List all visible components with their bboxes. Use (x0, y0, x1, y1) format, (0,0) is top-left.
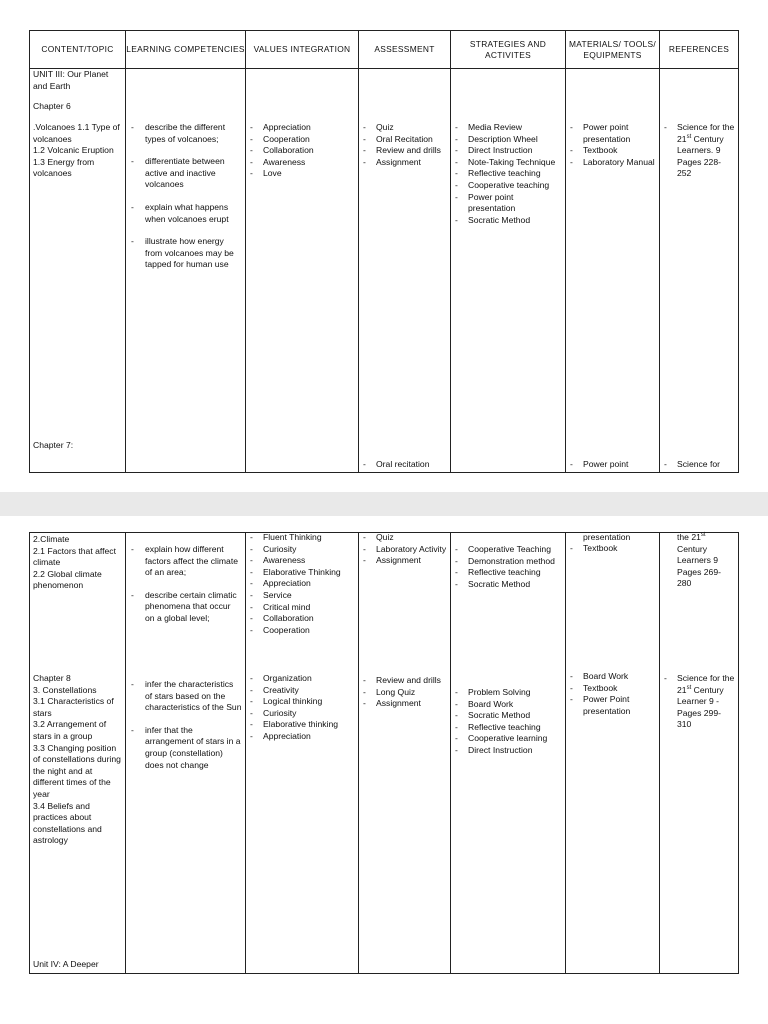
list-item: - Assignment (359, 555, 450, 567)
values-list (246, 532, 358, 636)
list-item: - Power point (566, 459, 659, 471)
competencies-list (126, 122, 245, 282)
list-item: - Logical thinking (246, 696, 358, 708)
values-list (246, 673, 358, 743)
list-item: - Awareness (246, 157, 358, 169)
list-item: - Socratic Method (451, 215, 565, 227)
header-content-topic: CONTENT/TOPIC (30, 31, 126, 69)
content-topic-cell (30, 69, 126, 473)
materials-cell (566, 533, 660, 974)
list-item: - Fluent Thinking (246, 532, 358, 544)
list-item: - Reflective teaching (451, 567, 565, 579)
list-item: - Socratic Method (451, 710, 565, 722)
list-item: - Board Work (451, 699, 565, 711)
competencies-cell (126, 533, 246, 974)
list-item: - Long Quiz (359, 687, 450, 699)
list-item: - Appreciation (246, 731, 358, 743)
list-item: - Collaboration (246, 145, 358, 157)
header-strategies: STRATEGIES AND ACTIVITES (451, 31, 566, 69)
assessment-cell (359, 533, 451, 974)
list-item: - Oral recitation (359, 459, 450, 471)
header-assessment: ASSESSMENT (359, 31, 451, 69)
materials-list (566, 671, 659, 717)
list-item (660, 673, 738, 731)
list-item: - Review and drills (359, 675, 450, 687)
list-item: - Problem Solving (451, 687, 565, 699)
assessment-list (359, 459, 450, 471)
list-item: - Cooperation (246, 134, 358, 146)
list-item: - Curiosity (246, 544, 358, 556)
table-row (30, 533, 739, 974)
reference-text: the 21 (677, 532, 701, 542)
references-cell (660, 69, 739, 473)
list-item: - Science for (660, 459, 738, 471)
materials-list (566, 543, 659, 555)
list-item: - Board Work (566, 671, 659, 683)
list-item: - Reflective teaching (451, 168, 565, 180)
topic-text (30, 122, 125, 180)
list-item: - Creativity (246, 685, 358, 697)
strategies-cell (451, 533, 566, 974)
materials-continued: presentation (583, 532, 631, 542)
list-item: - Demonstration method (451, 556, 565, 568)
list-item: - Textbook (566, 145, 659, 157)
list-item: - Textbook (566, 683, 659, 695)
list-item: - Elaborative thinking (246, 719, 358, 731)
reference-superscript: st (686, 684, 692, 691)
values-list (246, 122, 358, 180)
assessment-list (359, 122, 450, 168)
list-item: - Assignment (359, 157, 450, 169)
list-item: - Collaboration (246, 613, 358, 625)
materials-list (566, 122, 659, 168)
list-item: - Cooperative Teaching (451, 544, 565, 556)
reference-text: Century Learners 9 Pages 269-280 (677, 543, 721, 589)
reference-text: Century Learners. 9 Pages 228-252 (677, 133, 724, 179)
reference-text: Century Learner 9 -Pages 299-310 (677, 684, 724, 730)
content-topic-cell (30, 533, 126, 974)
header-learning-competencies: LEARNING COMPETENCIES (126, 31, 246, 69)
list-item: - describe certain climatic phenomena that occur on a global level; (126, 590, 245, 625)
list-item: - Power point presentation (566, 122, 659, 145)
list-item: - Critical mind (246, 602, 358, 614)
competencies-cell (126, 69, 246, 473)
list-item: - Description Wheel (451, 134, 565, 146)
curriculum-table-page-1 (29, 30, 739, 473)
header-references: REFERENCES (660, 31, 739, 69)
competencies-list (126, 544, 245, 636)
list-item: - describe the different types of volcanoes; (126, 122, 245, 145)
references-continued (660, 532, 738, 590)
reference-text: Science for the 21 (677, 122, 735, 144)
list-item: - Socratic Method (451, 579, 565, 591)
strategies-list (451, 687, 565, 757)
list-item: - Appreciation (246, 578, 358, 590)
list-item: - explain how different factors affect the climate of an area; (126, 544, 245, 579)
materials-cell (566, 69, 660, 473)
strategies-list (451, 544, 565, 590)
header-values-integration: VALUES INTEGRATION (246, 31, 359, 69)
values-cell (246, 533, 359, 974)
strategies-list (451, 122, 565, 226)
document-page-1 (0, 0, 768, 492)
assessment-list (359, 675, 450, 710)
list-item: - Cooperative teaching (451, 180, 565, 192)
references-list (660, 459, 738, 471)
list-item: - explain what happens when volcanoes erupt (126, 202, 245, 225)
list-item: - Direct Instruction (451, 745, 565, 757)
list-item: - Cooperative learning (451, 733, 565, 745)
topic-line: 1.2 Volcanic Eruption 1.3 Energy from volcanoes (33, 145, 114, 179)
list-item: - differentiate between active and inactive volcanoes (126, 156, 245, 191)
assessment-cell (359, 69, 451, 473)
references-list (660, 673, 738, 731)
list-item: - Reflective teaching (451, 722, 565, 734)
list-item: - Power point presentation (451, 192, 565, 215)
list-item: - Quiz (359, 122, 450, 134)
list-item: - Textbook (566, 543, 659, 555)
list-item: - Power Point presentation (566, 694, 659, 717)
list-item: - Quiz (359, 532, 450, 544)
list-item: - Appreciation (246, 122, 358, 134)
list-item (660, 122, 738, 180)
reference-text: Science for the 21 (677, 673, 735, 695)
table-header-row (30, 31, 739, 69)
list-item: - Media Review (451, 122, 565, 134)
list-item: - Note-Taking Technique (451, 157, 565, 169)
list-item: - illustrate how energy from volcanoes may be tapped for human use (126, 236, 245, 271)
materials-list (566, 459, 659, 471)
header-materials: MATERIALS/ TOOLS/ EQUIPMENTS (566, 31, 660, 69)
table-row (30, 69, 739, 473)
reference-superscript: st (700, 532, 706, 539)
unit-title: Unit IV: A Deeper (33, 959, 99, 969)
list-item: - Cooperation (246, 625, 358, 637)
list-item: - Curiosity (246, 708, 358, 720)
reference-superscript: st (686, 133, 692, 140)
curriculum-table-page-2 (29, 532, 739, 974)
list-item: - Service (246, 590, 358, 602)
competencies-list (126, 679, 245, 782)
list-item: - Direct Instruction (451, 145, 565, 157)
list-item: - Awareness (246, 555, 358, 567)
unit-title: UNIT III: Our Planet and Earth (33, 69, 109, 91)
list-item: - Review and drills (359, 145, 450, 157)
topic-text: 2.Climate 2.1 Factors that affect climate 2.2 Global climate phenomenon (33, 534, 116, 591)
list-item: - Assignment (359, 698, 450, 710)
values-cell (246, 69, 359, 473)
list-item: - infer that the arrangement of stars in a group (constellation) does not change (126, 725, 245, 771)
list-item: - Love (246, 168, 358, 180)
assessment-list (359, 532, 450, 567)
chapter-heading: Chapter 6 (33, 101, 71, 111)
list-item: - Oral Recitation (359, 134, 450, 146)
list-item: - Laboratory Activity (359, 544, 450, 556)
topic-text: Chapter 8 3. Constellations 3.1 Characteristics of stars 3.2 Arrangement of stars in a group 3.3 Changing position of constellations during the night and at different times of the year 3.4 Beliefs and practices about constellations and astrology (33, 673, 121, 846)
document-page-2 (0, 516, 768, 1024)
chapter-heading: Chapter 7: (33, 440, 74, 450)
list-item: - infer the characteristics of stars based on the characteristics of the Sun (126, 679, 245, 714)
list-item: - Elaborative Thinking (246, 567, 358, 579)
list-item: - Organization (246, 673, 358, 685)
topic-line: .Volcanoes 1.1 Type of volcanoes (33, 122, 120, 144)
references-list (660, 122, 738, 180)
strategies-cell (451, 69, 566, 473)
list-item: - Laboratory Manual (566, 157, 659, 169)
references-cell (660, 533, 739, 974)
